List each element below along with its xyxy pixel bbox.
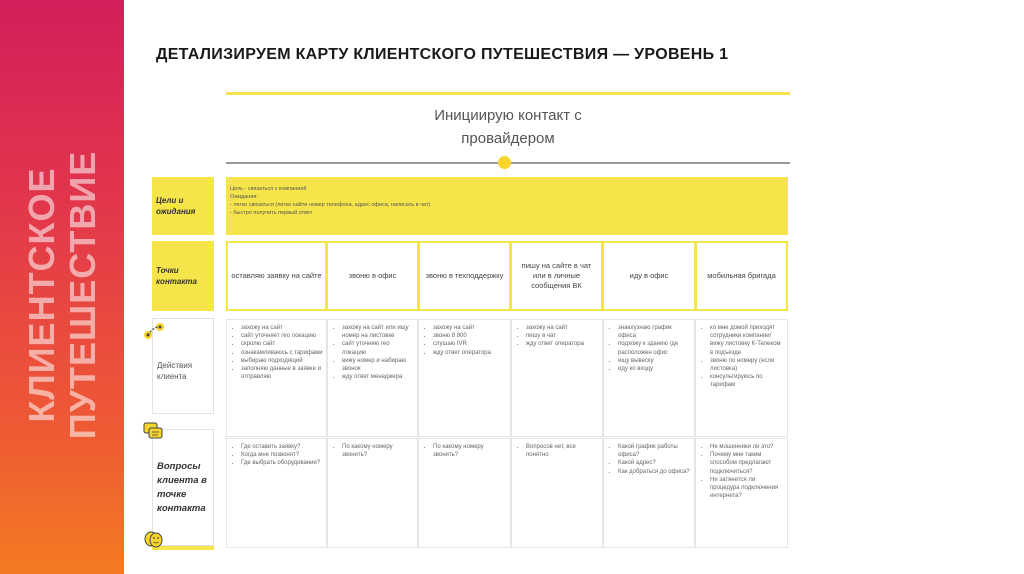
questions-cell bbox=[327, 438, 418, 548]
list-item: • Когда мне позвонят? bbox=[241, 451, 323, 459]
sidebar-title-line1: КЛИЕНТСКОЕ bbox=[21, 167, 62, 423]
list-item: • сайт уточняю гео локацию bbox=[342, 340, 414, 356]
list-item: • Почему мне таким способом предлагают подключиться? bbox=[710, 451, 784, 476]
touchpoint-cell: иду в офис bbox=[602, 241, 696, 311]
stage-dot bbox=[498, 156, 511, 169]
list-item: • слушаю IVR bbox=[433, 340, 507, 348]
actions-cell bbox=[418, 319, 511, 437]
row-label-touchpoints: Точки контакта bbox=[152, 241, 214, 311]
list-item: • вижу номер и набираю звонок bbox=[342, 357, 414, 373]
sidebar-title bbox=[21, 151, 103, 439]
list-item: • пишу в чат bbox=[526, 332, 599, 340]
list-item: • жду ответ оператора bbox=[526, 340, 599, 348]
list-item: • сайт уточняет гео локацию bbox=[241, 332, 323, 340]
goals-line: - быстро получить первый ответ bbox=[230, 210, 313, 216]
questions-cell bbox=[418, 438, 511, 548]
list-item: • иду ко входу bbox=[618, 365, 691, 373]
list-item: • выбираю подходящий bbox=[241, 357, 323, 365]
chat-bubbles-icon bbox=[143, 422, 163, 440]
list-item: • По какому номеру звонить? bbox=[433, 443, 507, 459]
questions-cell bbox=[226, 438, 327, 548]
list-item: • консультируюсь по тарифам bbox=[710, 373, 784, 389]
actions-cell bbox=[511, 319, 603, 437]
list-item: • Как добраться до офиса? bbox=[618, 468, 691, 476]
list-item: • По какому номеру звонить? bbox=[342, 443, 414, 459]
goals-box bbox=[226, 177, 788, 235]
goals-line: - легко связаться (легко найти номер телефона, адрес офиса, написать в чат) bbox=[230, 202, 431, 208]
touchpoint-cell: мобильная бригада bbox=[695, 241, 788, 311]
stage-title: Инициирую контакт с провайдером bbox=[434, 107, 582, 147]
actions-cell bbox=[695, 319, 788, 437]
list-item: • захожу на сайт bbox=[526, 324, 599, 332]
actions-cell bbox=[603, 319, 695, 437]
questions-cell bbox=[603, 438, 695, 548]
questions-cell bbox=[695, 438, 788, 548]
questions-cell bbox=[511, 438, 603, 548]
list-item: • Не мошенники ли это? bbox=[710, 443, 784, 451]
list-item: • Не затянется ли процедура подключения интернета? bbox=[710, 476, 784, 501]
touchpoint-cell: пишу на сайте в чат или в личные сообщения ВК bbox=[510, 241, 603, 311]
sidebar-title-line2: ПУТЕШЕСТВИЕ bbox=[62, 150, 103, 440]
journey-path-icon bbox=[143, 322, 165, 340]
theater-masks-icon bbox=[143, 530, 163, 548]
list-item: • жду ответ менеджера bbox=[342, 373, 414, 381]
list-item: • Какой адрес? bbox=[618, 459, 691, 467]
list-item: • Где выбрать оборудование? bbox=[241, 459, 323, 467]
list-item: • Вопросов нет, все понятно bbox=[526, 443, 599, 459]
row-label-questions-text: Вопросы клиента в точке контакта bbox=[157, 460, 207, 514]
goals-line: Цель - связаться с компанией bbox=[230, 186, 307, 192]
touchpoint-cell: оставляю заявку на сайте bbox=[226, 241, 327, 311]
row-label-goals: Цели и ожидания bbox=[152, 177, 214, 235]
list-item: • захожу на сайт или ищу номер на листовке bbox=[342, 324, 414, 340]
list-item: • звоню по номеру (если листовка) bbox=[710, 357, 784, 373]
touchpoint-cell: звоню в техподдержку bbox=[418, 241, 511, 311]
list-item: • ко мне домой приходят сотрудники компании/вижу листовку К-Телеком в подъезде bbox=[710, 324, 784, 357]
sidebar bbox=[0, 0, 124, 574]
list-item: • звоню 8 800 bbox=[433, 332, 507, 340]
list-item: • захожу на сайт bbox=[433, 324, 507, 332]
list-item: • подхожу к зданию где расположен офис bbox=[618, 340, 691, 356]
stage-top-bar bbox=[226, 92, 790, 95]
list-item: • ознакамливаюсь с тарифами bbox=[241, 349, 323, 357]
list-item: • Какой график работы офиса? bbox=[618, 443, 691, 459]
list-item: • скролю сайт bbox=[241, 340, 323, 348]
row-label-questions bbox=[152, 429, 214, 546]
list-item: • жду ответ оператора bbox=[433, 349, 507, 357]
list-item: • захожу на сайт bbox=[241, 324, 323, 332]
list-item: • ищу вывеску bbox=[618, 357, 691, 365]
list-item: • заполняю данные в заявке и отправляю bbox=[241, 365, 323, 381]
actions-cell bbox=[327, 319, 418, 437]
page-title: ДЕТАЛИЗИРУЕМ КАРТУ КЛИЕНТСКОГО ПУТЕШЕСТВИЯ — УРОВЕНЬ 1 bbox=[156, 46, 729, 63]
touchpoint-cell: звоню в офис bbox=[326, 241, 419, 311]
list-item: • знаю/узнаю график офиса bbox=[618, 324, 691, 340]
actions-cell bbox=[226, 319, 327, 437]
row-label-actions-text: Действия клиента bbox=[157, 361, 193, 381]
list-item: • Где оставить заявку? bbox=[241, 443, 323, 451]
goals-line: Ожидания: bbox=[230, 194, 258, 200]
